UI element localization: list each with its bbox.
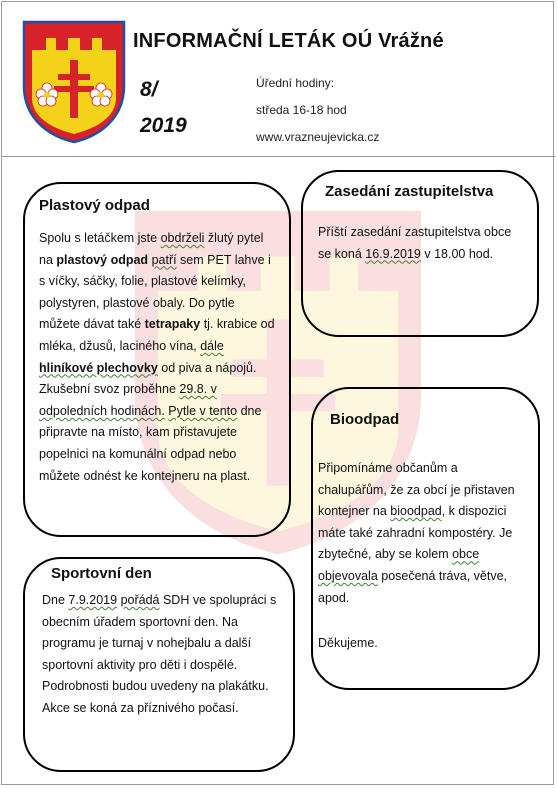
issue-number: 8/ [140,78,158,101]
sports-day-heading: Sportovní den [51,565,152,582]
bio-waste-text: Připomínáme občanům a chalupářům, že za obcí je přistaven kontejner na bioodpad, k dispozici máte také zahradní kompostéry. Je zbytečné, aby se kolem obce objevovala posečená tráva, větve, apod. [318,461,515,605]
issue-year: 2019 [140,114,187,137]
council-meeting-text: Příští zasedání zastupitelstva obce se koná 16.9.2019 v 18.00 hod. [318,225,512,261]
website: www.vrazneujevicka.cz [256,130,380,144]
municipal-crest-logo [22,20,126,144]
bio-waste-thanks: Děkujeme. [318,636,378,650]
bio-waste-heading: Bioodpad [330,411,400,428]
office-hours: středa 16-18 hod [256,103,347,117]
plastic-waste-heading: Plastový odpad [39,197,150,214]
office-hours-label: Úřední hodiny: [256,76,335,90]
header-divider [1,156,556,157]
leaflet-title: INFORMAČNÍ LETÁK OÚ Vrážné [133,30,444,52]
sports-day-text: Dne 7.9.2019 pořádá SDH ve spolupráci s obecním úřadem sportovní den. Na programu je turnaj v nohejbalu a další sportovní aktivity pro děti i dospělé. Podrobnosti budou uvedeny na plakátku. Akce se koná za příznivého počasí. [42,593,277,715]
council-meeting-heading: Zasedání zastupitelstva [325,183,494,200]
plastic-waste-text: Spolu s letáčkem jste obdrželi žlutý pytel na plastový odpad patří sem PET lahve i s víčky, sáčky, folie, plastové kelímky, polystyren, plastové obaly. Do pytle můžete dávat také tetrapaky tj. krabice od mléka, džusů, laciného vína, dále hliníkové plechovky od piva a nápojů. Zkušební svoz proběhne 29.8. v odpoledních hodinách. Pytle v tento dne připravte na místo, kam přistavujete popelnici na komunální odpad nebo můžete odnést ke kontejneru na plast. [39,231,275,483]
